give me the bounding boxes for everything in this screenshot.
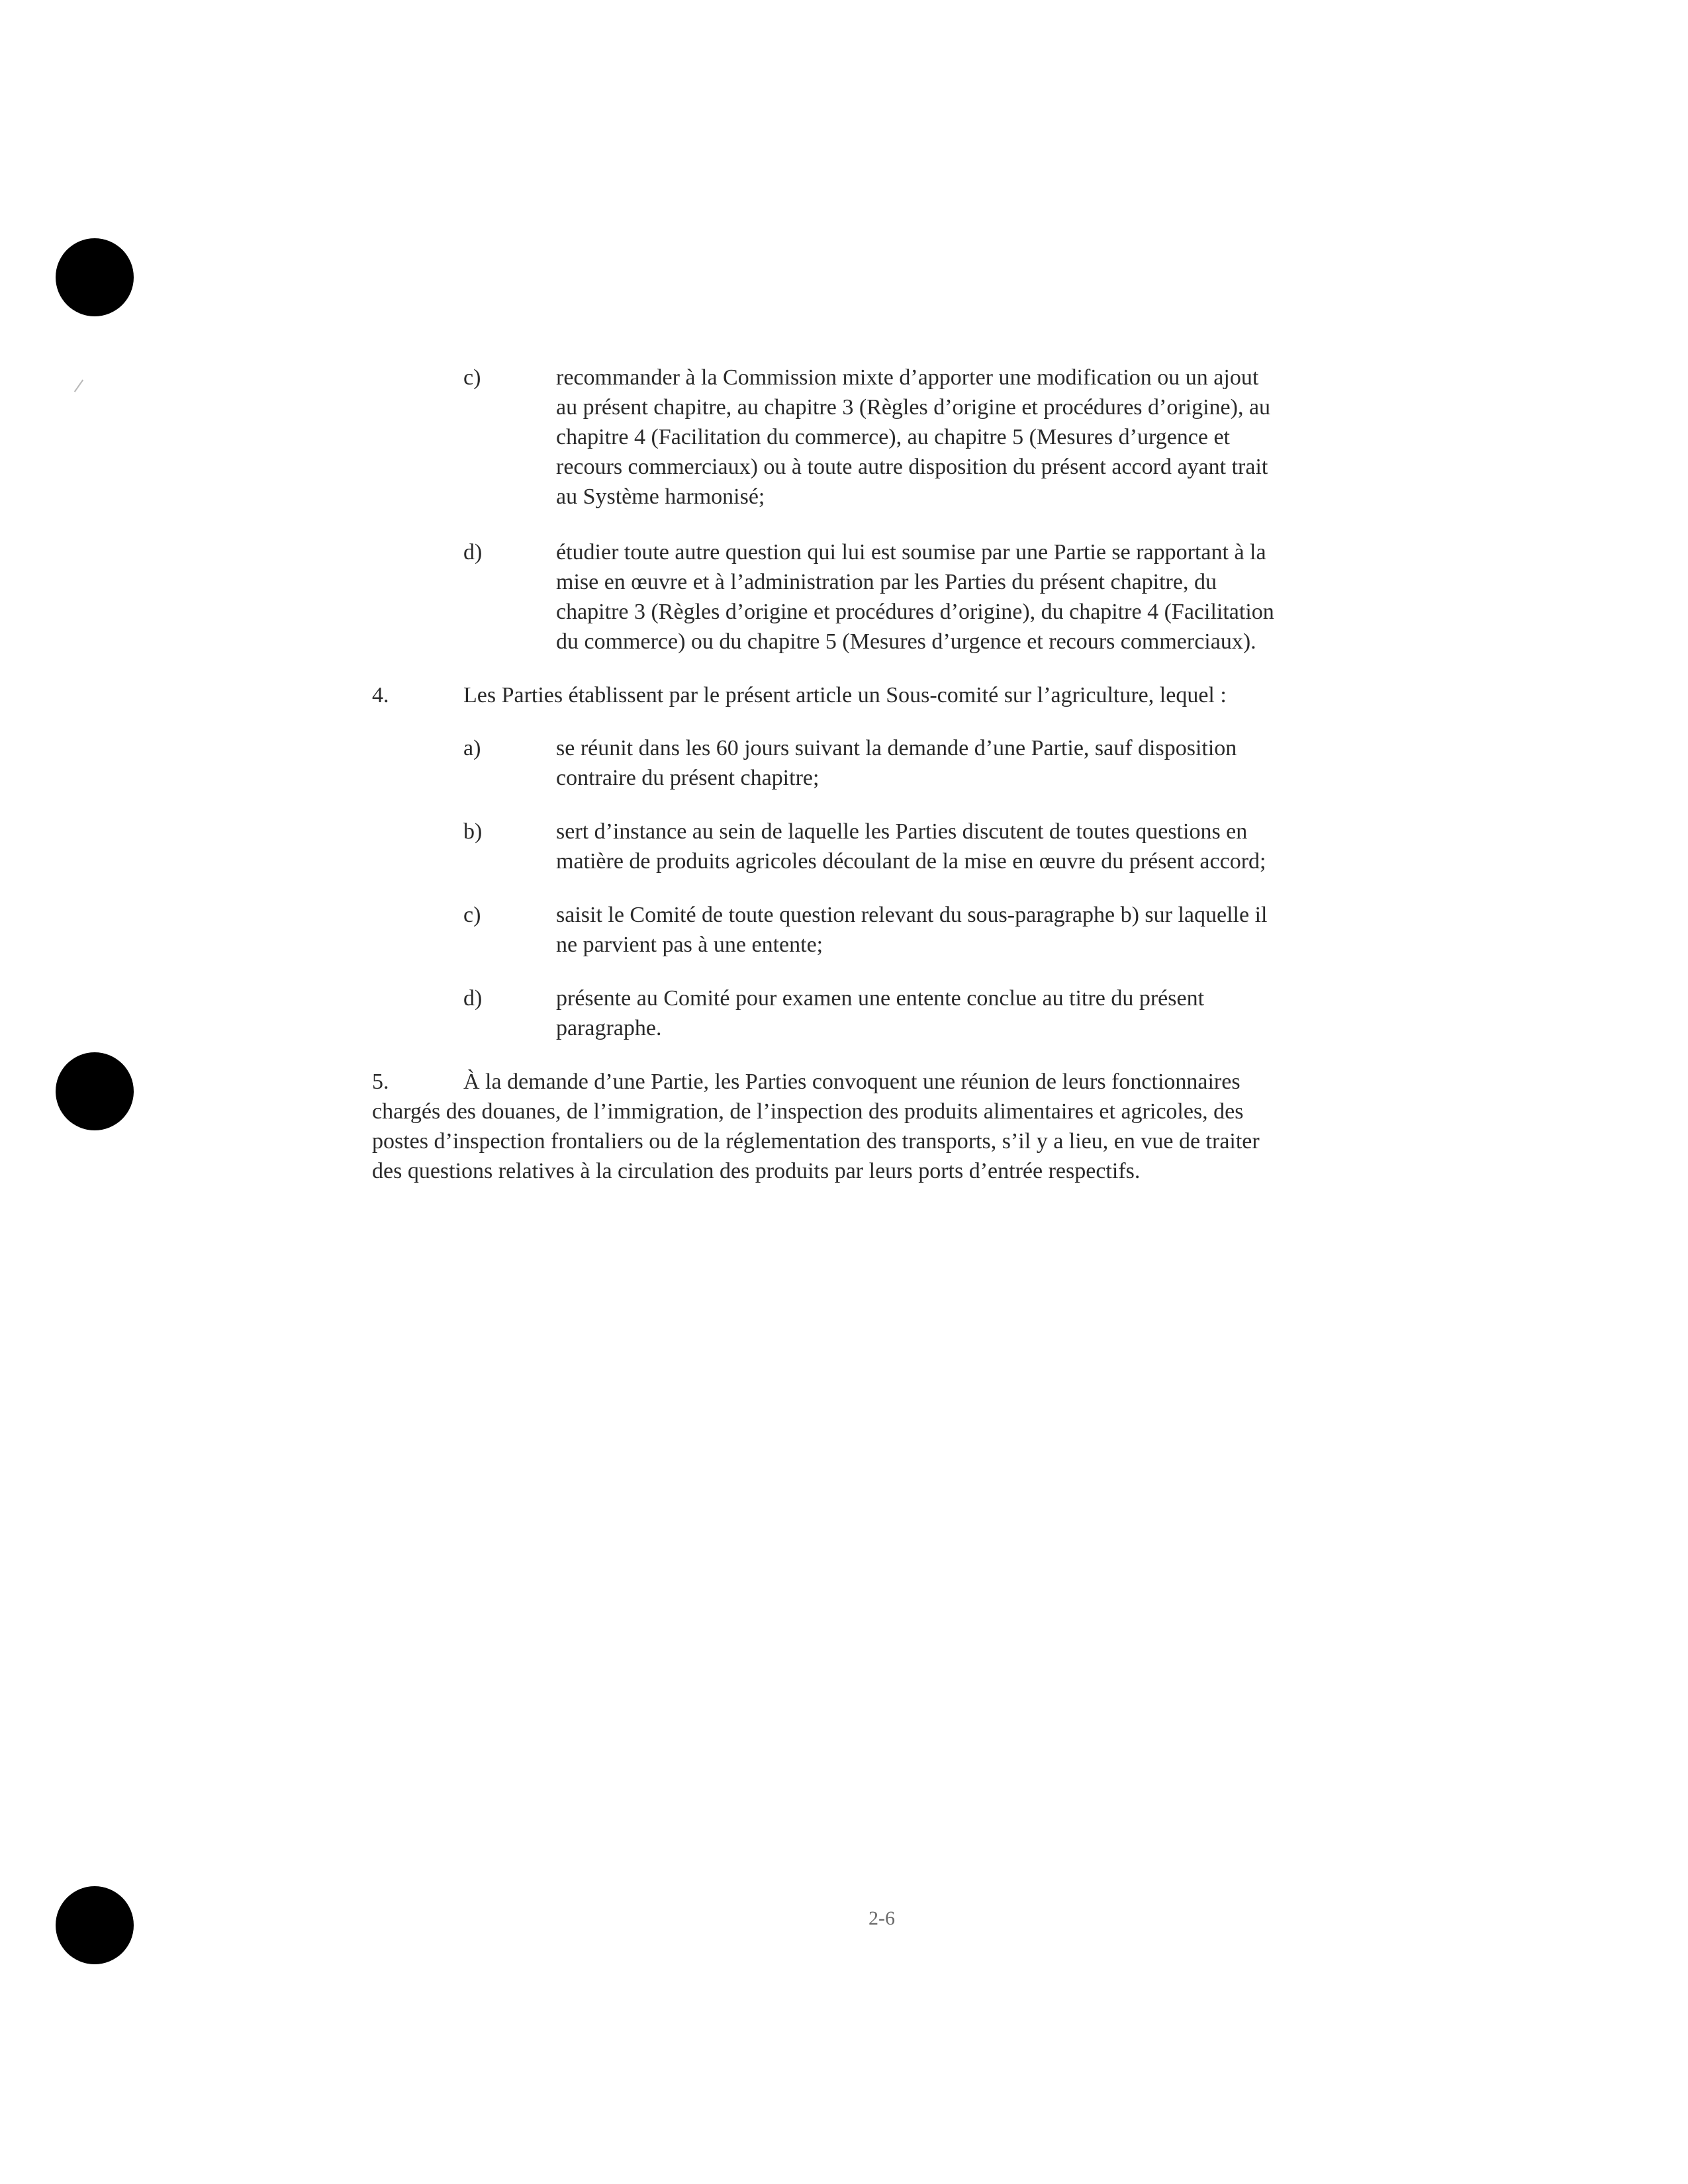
list-item-text: étudier toute autre question qui lui est soumise par une Partie se rapportant à la mise en œuvre et à l’administration par les Parties du présent chapitre, du chapitre 3 (Règles d’origine et procédures d’origine), du chapitre 4 (Facilitation du commerce) ou du chapitre 5 (Mesures d’urgence et recours commerciaux). [556, 540, 1274, 654]
list-item-text: se réunit dans les 60 jours suivant la demande d’une Partie, sauf disposition contraire du présent chapitre; [556, 736, 1237, 790]
paragraph-text: chargés des douanes, de l’immigration, de l’inspection des produits alimentaires et agricoles, des postes d’inspection frontaliers ou de la réglementation des transports, s’il y a lieu, en vue de traiter des questions relatives à la circulation des produits par leurs ports d’entrée respectifs. [372, 1099, 1260, 1183]
list-item-label: c) [463, 903, 481, 927]
list-item-label: a) [463, 736, 481, 760]
list-item-label: c) [463, 365, 481, 390]
list-item-label: d) [463, 986, 483, 1011]
list-item-text: recommander à la Commission mixte d’apporter une modification ou un ajout au présent chapitre, au chapitre 3 (Règles d’origine et procédures d’origine), au chapitre 4 (Facilitation du commerce), au chapitre 5 (Mesures d’urgence et recours commerciaux) ou à toute autre disposition du présent accord ayant trait au Système harmonisé; [556, 365, 1271, 509]
list-item-text: saisit le Comité de toute question relevant du sous-paragraphe b) sur laquelle il ne parvient pas à une entente; [556, 903, 1268, 957]
list-item-label: b) [463, 819, 483, 844]
list-item-label: d) [463, 540, 483, 565]
paragraph-text: Les Parties établissent par le présent article un Sous-comité sur l’agriculture, lequel : [463, 683, 1227, 707]
paragraph-number: 5. [372, 1069, 389, 1094]
paragraph-number: 4. [372, 683, 389, 707]
list-item-text: sert d’instance au sein de laquelle les Parties discutent de toutes questions en matière de produits agricoles découlant de la mise en œuvre du présent accord; [556, 819, 1266, 874]
paragraph-first-line: À la demande d’une Partie, les Parties convoquent une réunion de leurs fonctionnaires [463, 1069, 1241, 1094]
page-number: 2-6 [868, 1907, 895, 1929]
list-item-text: présente au Comité pour examen une entente conclue au titre du présent paragraphe. [556, 986, 1205, 1040]
